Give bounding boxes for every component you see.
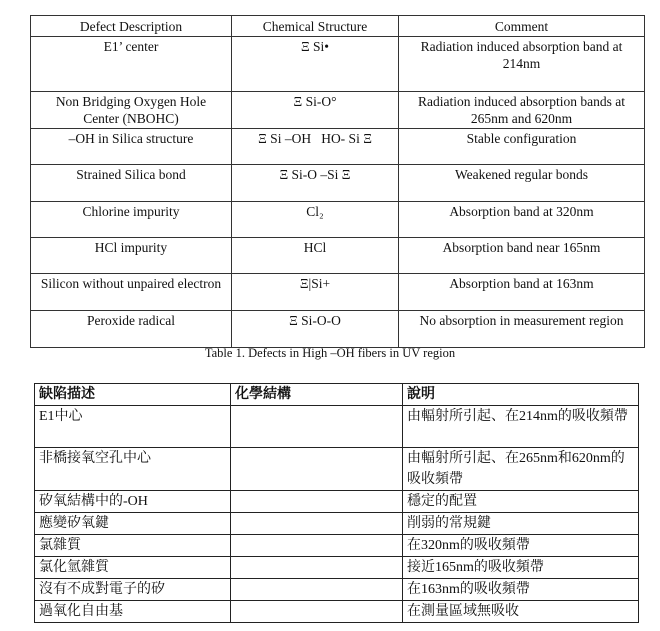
chemical-structure-cell: Cl₂: [232, 202, 399, 238]
table-caption: Table 1. Defects in High –OH fibers in UV region: [204, 346, 456, 360]
defect-description-cell: 氯化氫雜質: [35, 557, 231, 579]
comment-cell: Radiation induced absorption band at 214nm: [399, 37, 645, 92]
chemical-structure-cell: [231, 448, 403, 491]
comment-cell: 由輻射所引起、在214nm的吸收頻帶: [403, 406, 639, 448]
chemical-structure-cell: [231, 491, 403, 513]
header-chemical-structure: 化學結構: [231, 384, 403, 406]
table-row: [31, 202, 645, 238]
header-defect-description: Defect Description: [31, 16, 232, 37]
chemical-structure-cell: Ξ Si-O –Si Ξ: [232, 165, 399, 202]
defect-description-cell: 沒有不成對電子的矽: [35, 579, 231, 601]
comment-cell: No absorption in measurement region: [399, 311, 645, 348]
table-row: [31, 311, 645, 348]
chemical-structure-cell: Ξ|Si+: [232, 274, 399, 311]
defect-description-cell: 氯雜質: [35, 535, 231, 557]
comment-cell: 在320nm的吸收頻帶: [403, 535, 639, 557]
defect-description-cell: E1’ center: [31, 37, 232, 92]
header-defect-description: 缺陷描述: [35, 384, 231, 406]
comment-cell: Absorption band at 320nm: [399, 202, 645, 238]
defect-description-cell: Chlorine impurity: [31, 202, 232, 238]
chemical-structure-cell: [231, 535, 403, 557]
header-comment: 說明: [403, 384, 639, 406]
defect-description-cell: Peroxide radical: [31, 311, 232, 348]
header-chemical-structure: Chemical Structure: [232, 16, 399, 37]
table-row: [35, 513, 639, 535]
defect-description-cell: E1中心: [35, 406, 231, 448]
comment-cell: Absorption band at 163nm: [399, 274, 645, 311]
table-header-row: [35, 384, 639, 406]
table-row: [35, 579, 639, 601]
comment-cell: Weakened regular bonds: [399, 165, 645, 202]
comment-cell: 接近165nm的吸收頻帶: [403, 557, 639, 579]
comment-cell: Absorption band near 165nm: [399, 238, 645, 274]
table-row: [35, 406, 639, 448]
defects-table-chinese: [34, 383, 639, 623]
defect-description-cell: 矽氧結構中的-OH: [35, 491, 231, 513]
comment-cell: 穩定的配置: [403, 491, 639, 513]
table-row: [31, 238, 645, 274]
chemical-structure-cell: HCl: [232, 238, 399, 274]
chemical-structure-cell: [231, 601, 403, 623]
defect-description-cell: Strained Silica bond: [31, 165, 232, 202]
comment-cell: Radiation induced absorption bands at 265nm and 620nm: [399, 92, 645, 129]
table-row: [35, 491, 639, 513]
defect-description-cell: HCl impurity: [31, 238, 232, 274]
chemical-structure-cell: Ξ Si-O-O: [232, 311, 399, 348]
defects-table-english: [30, 15, 645, 348]
chemical-structure-cell: [231, 557, 403, 579]
chemical-structure-cell: [231, 406, 403, 448]
defect-description-cell: 非橋接氧空孔中心: [35, 448, 231, 491]
table-row: [31, 37, 645, 92]
defect-description-cell: Silicon without unpaired electron: [31, 274, 232, 311]
comment-cell: 削弱的常規鍵: [403, 513, 639, 535]
chemical-structure-cell: Ξ Si-O°: [232, 92, 399, 129]
defect-description-cell: 應變矽氧鍵: [35, 513, 231, 535]
table-header-row: [31, 16, 645, 37]
comment-cell: Stable configuration: [399, 129, 645, 165]
table-row: [35, 535, 639, 557]
comment-cell: 由輻射所引起、在265nm和620nm的吸收頻帶: [403, 448, 639, 491]
comment-cell: 在測量區域無吸收: [403, 601, 639, 623]
table-row: [35, 557, 639, 579]
defect-description-cell: –OH in Silica structure: [31, 129, 232, 165]
chemical-structure-cell: Ξ Si•: [232, 37, 399, 92]
chemical-structure-cell: [231, 579, 403, 601]
header-comment: Comment: [399, 16, 645, 37]
chemical-structure-cell: [231, 513, 403, 535]
table-row: [31, 92, 645, 129]
table-row: [31, 165, 645, 202]
chemical-structure-cell: Ξ Si –OH HO- Si Ξ: [232, 129, 399, 165]
comment-cell: 在163nm的吸收頻帶: [403, 579, 639, 601]
table-row: [35, 448, 639, 491]
table-row: [31, 129, 645, 165]
defect-description-cell: 過氧化自由基: [35, 601, 231, 623]
defect-description-cell: Non Bridging Oxygen Hole Center (NBOHC): [31, 92, 232, 129]
table-row: [31, 274, 645, 311]
table-row: [35, 601, 639, 623]
